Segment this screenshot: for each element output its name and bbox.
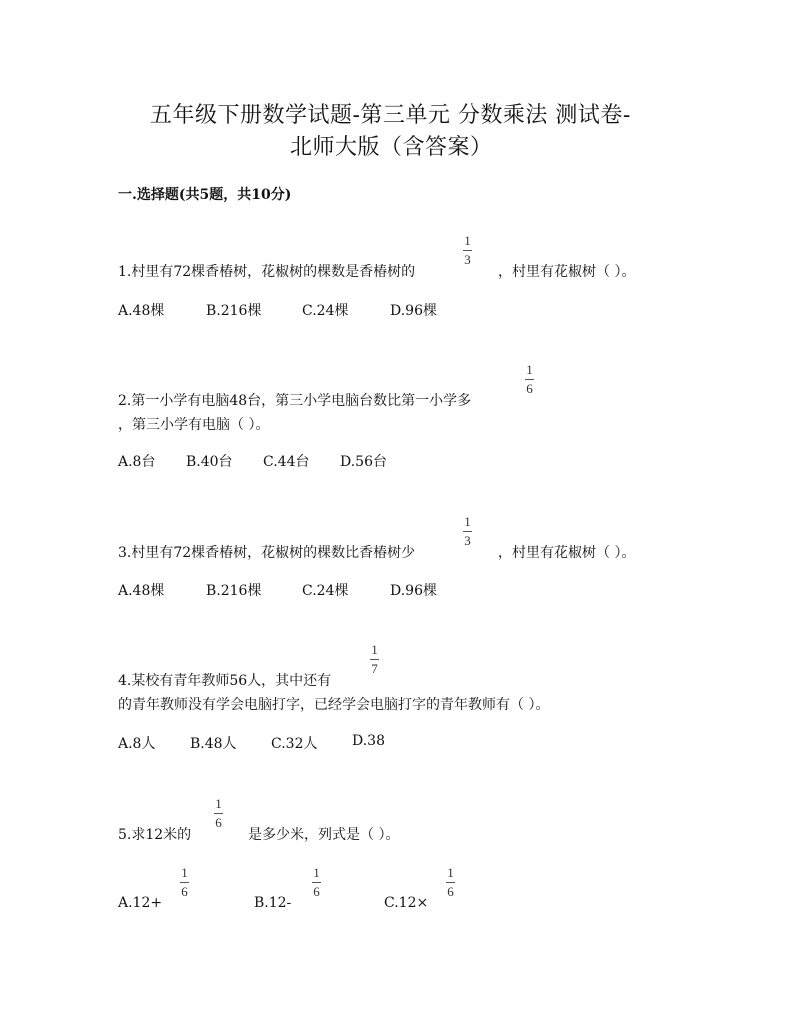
fraction-numerator: 1 [447,865,454,880]
fraction-numerator: 1 [215,796,222,811]
fraction-denominator: 3 [464,252,471,267]
fraction-bar [463,531,472,532]
question-4-option-a[interactable]: A.8人 [118,736,156,752]
question-4-option-d[interactable]: D.38 [352,733,385,749]
question-3-fraction [463,515,472,548]
fraction-numerator: 1 [313,865,320,880]
fraction-bar [312,882,321,883]
fraction-bar [370,659,379,660]
question-3-text-a: 3.村里有72棵香椿树，花椒树的棵数比香椿树少 [118,545,416,561]
question-3-option-c[interactable]: C.24棵 [302,583,349,599]
question-1-text-a: 1.村里有72棵香椿树，花椒树的棵数是香椿树的 [118,264,416,280]
fraction-bar [463,250,472,251]
question-5-option-c[interactable]: C.12× [384,895,429,911]
question-2-text-b: ，第三小学有电脑（ ）。 [118,417,270,433]
fraction-bar [525,379,534,380]
question-3-option-b[interactable]: B.216棵 [206,583,262,599]
question-2-option-c[interactable]: C.44台 [263,454,310,470]
fraction-denominator: 6 [447,884,454,899]
question-2-option-a[interactable]: A.8台 [118,454,156,470]
question-4-text-a: 4.某校有青年教师56人，其中还有 [118,673,332,689]
document-title-line2: 北师大版（含答案） [290,135,493,160]
question-1-option-b[interactable]: B.216棵 [206,303,262,319]
question-2-option-d[interactable]: D.56台 [340,454,387,470]
fraction-denominator: 7 [371,661,378,676]
question-5-option-a-fraction [180,866,189,899]
question-5-option-a[interactable]: A.12+ [118,895,163,911]
question-1-option-d[interactable]: D.96棵 [390,303,437,319]
question-2-fraction [525,363,534,396]
section-heading: 一.选择题(共5题，共10分) [118,187,292,203]
fraction-bar [446,882,455,883]
fraction-numerator: 1 [371,642,378,657]
question-3-option-d[interactable]: D.96棵 [390,583,437,599]
question-5-option-b[interactable]: B.12- [254,895,292,911]
question-1-option-c[interactable]: C.24棵 [302,303,349,319]
document-title-line1: 五年级下册数学试题-第三单元 分数乘法 测试卷- [150,103,631,128]
fraction-bar [180,882,189,883]
fraction-denominator: 6 [215,815,222,830]
fraction-denominator: 6 [313,884,320,899]
fraction-numerator: 1 [464,514,471,529]
question-5-option-b-fraction [312,866,321,899]
question-2-option-b[interactable]: B.40台 [186,454,233,470]
fraction-bar [214,813,223,814]
fraction-numerator: 1 [464,233,471,248]
question-5-option-c-fraction [446,866,455,899]
question-5-text-b: 是多少米，列式是（ ）。 [248,827,400,843]
fraction-numerator: 1 [526,362,533,377]
question-1-fraction [463,234,472,267]
question-1-option-a[interactable]: A.48棵 [118,303,165,319]
fraction-denominator: 3 [464,533,471,548]
question-1-text-b: ，村里有花椒树（ ）。 [498,264,636,280]
question-5-text-a: 5.求12米的 [118,827,192,843]
question-2-text-a: 2.第一小学有电脑48台，第三小学电脑台数比第一小学多 [118,393,472,409]
question-3-text-b: ，村里有花椒树（ ）。 [498,545,636,561]
question-4-option-c[interactable]: C.32人 [271,736,318,752]
question-4-option-b[interactable]: B.48人 [190,736,237,752]
question-3-option-a[interactable]: A.48棵 [118,583,165,599]
question-4-text-b: 的青年教师没有学会电脑打字，已经学会电脑打字的青年教师有（ ）。 [118,697,550,713]
fraction-numerator: 1 [181,865,188,880]
question-4-fraction [370,643,379,676]
question-5-fraction [214,797,223,830]
fraction-denominator: 6 [526,381,533,396]
fraction-denominator: 6 [181,884,188,899]
